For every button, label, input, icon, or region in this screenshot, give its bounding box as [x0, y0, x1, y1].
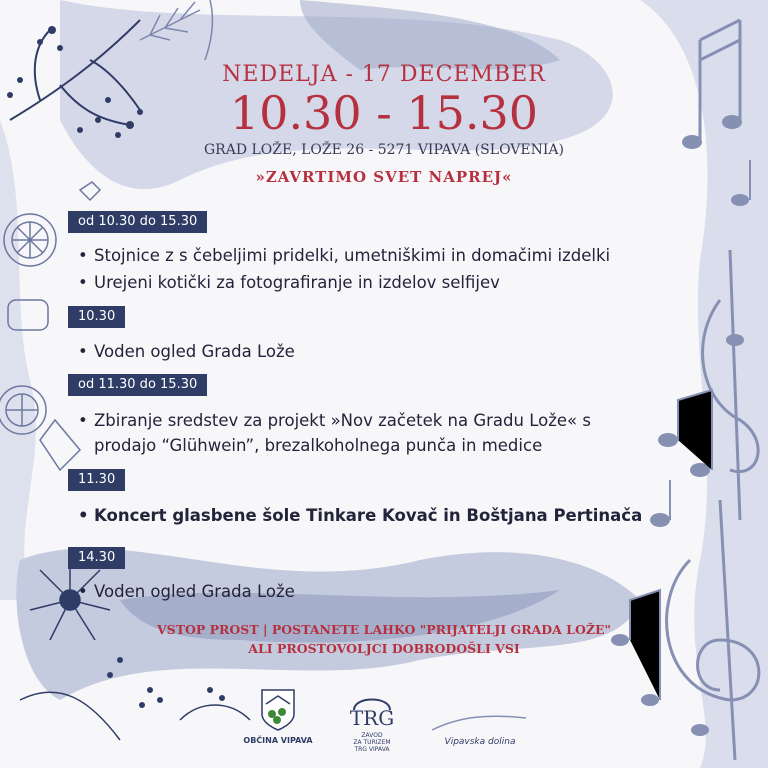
obcina-vipava-logo: [260, 688, 296, 732]
footer-line-1: VSTOP PROST | POSTANETE LAHKO "PRIJATELJI GRADA LOŽE": [156, 622, 612, 637]
schedule-time-tag: 14.30: [68, 547, 125, 569]
event-motto: »ZAVRTIMO SVET NAPREJ«: [255, 168, 513, 186]
footer-line-2: ALI PROSTOVOLJCI DOBRODOŠLI VSI: [248, 641, 520, 656]
schedule-time-tag: od 11.30 do 15.30: [68, 374, 207, 396]
schedule-item: • Voden ogled Grada Lože: [78, 342, 295, 361]
schedule-item: • Urejeni kotički za fotografiranje in izdelov selfijev: [78, 273, 500, 292]
schedule-time-tag: od 10.30 do 15.30: [68, 211, 207, 233]
event-time: 10.30 - 15.30: [229, 86, 539, 140]
vipavska-dolina-label: Vipavska dolina: [444, 737, 516, 747]
schedule-item: • Stojnice z s čebeljimi pridelki, umetniškimi in domačimi izdelki: [78, 246, 611, 265]
event-date: NEDELJA - 17 DECEMBER: [222, 62, 546, 87]
schedule-time-tag: 10.30: [68, 306, 125, 328]
schedule-time-tag: 11.30: [68, 469, 125, 491]
trg-logo-text: TRG: [349, 706, 395, 730]
trg-logo-subtext: ZAVOD ZA TURIZEM TRG VIPAVA: [353, 732, 391, 753]
schedule-item: • Voden ogled Grada Lože: [78, 582, 295, 601]
schedule-item: • Zbiranje sredstev za projekt »Nov začetek na Gradu Lože« s prodajo “Glühwein”, brezalkoholnega punča in medice: [78, 411, 591, 455]
obcina-vipava-label: OBČINA VIPAVA: [243, 736, 313, 745]
event-venue: GRAD LOŽE, LOŽE 26 - 5271 VIPAVA (SLOVENIA): [203, 142, 564, 158]
schedule-item: • Koncert glasbene šole Tinkare Kovač in Boštjana Pertinača: [78, 506, 643, 525]
vipavska-dolina-swoosh: [430, 712, 530, 734]
